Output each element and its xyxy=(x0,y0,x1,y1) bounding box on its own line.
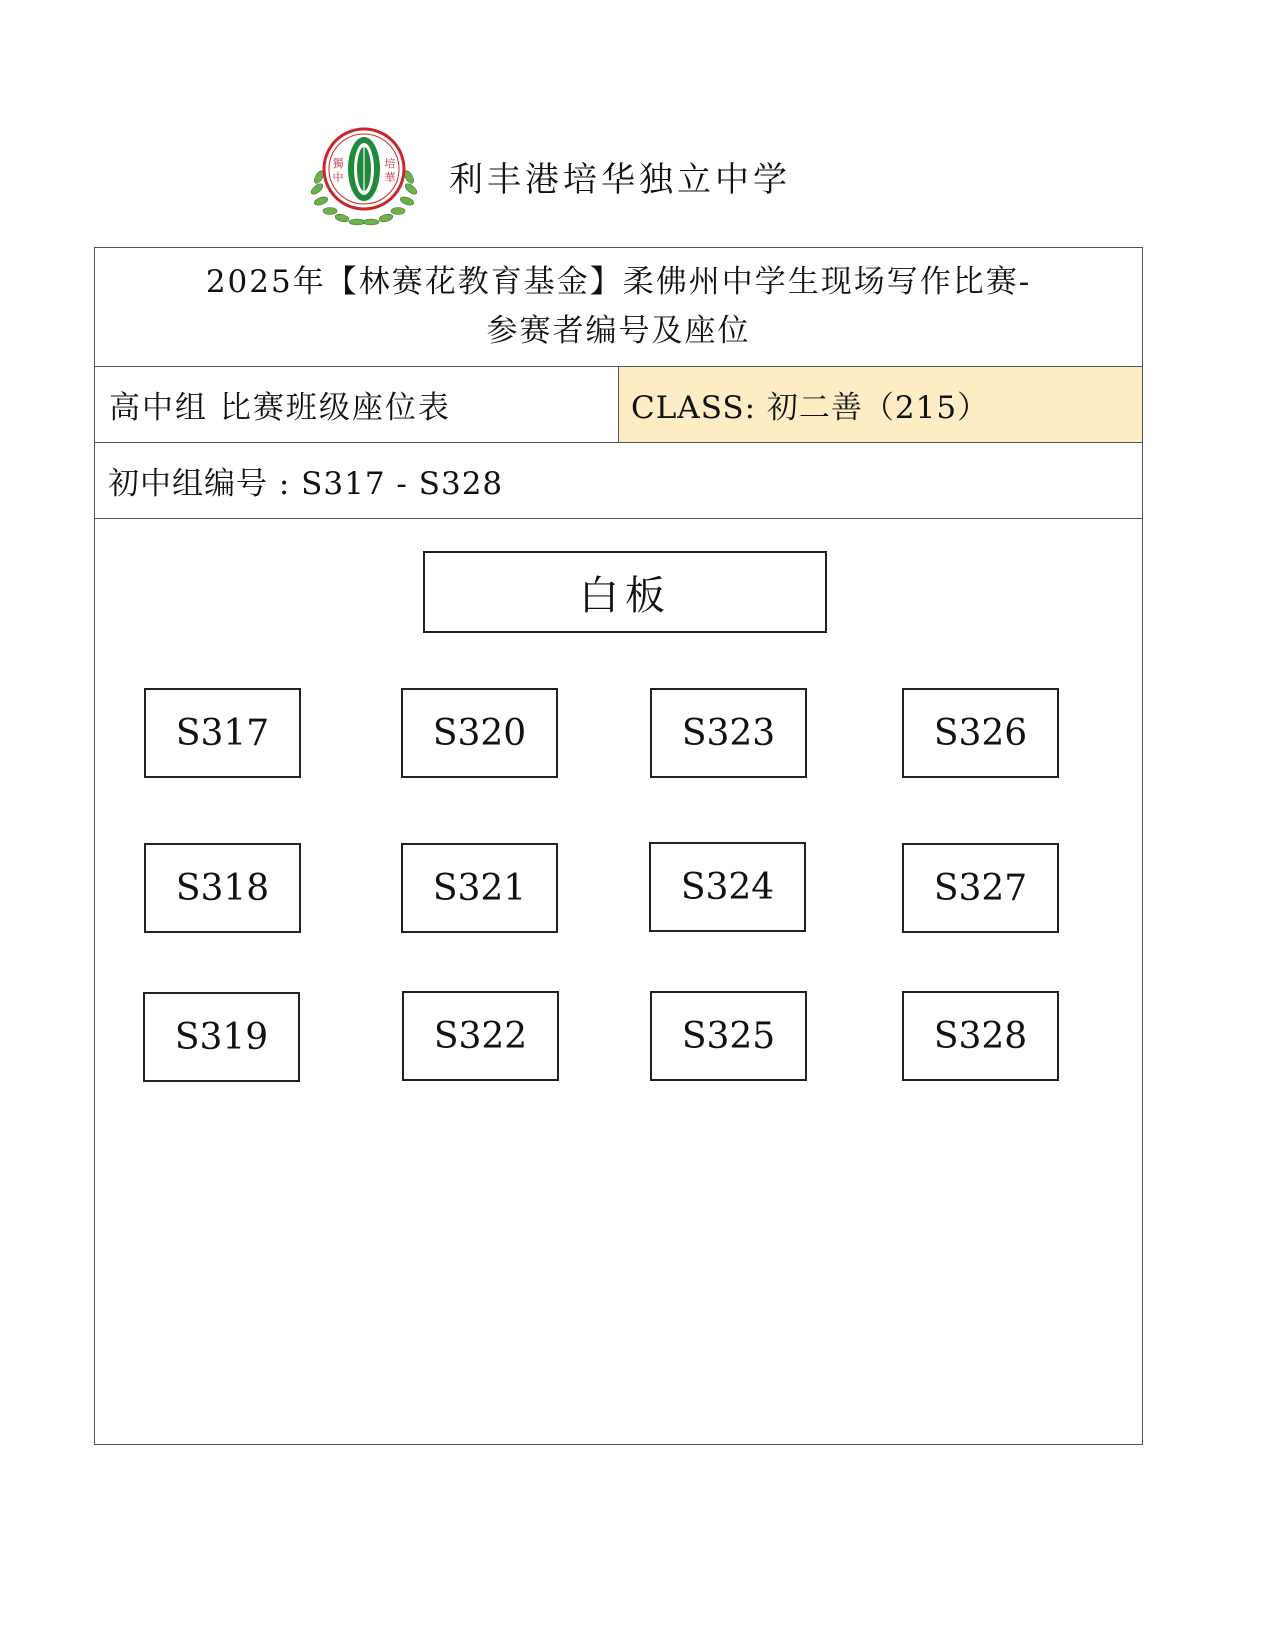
class-label: CLASS: 初二善（215） xyxy=(619,367,1142,442)
title-line-1: 2025年【林赛花教育基金】柔佛州中学生现场写作比赛- xyxy=(205,264,1032,300)
school-header xyxy=(305,125,791,227)
svg-text:培: 培 xyxy=(384,157,396,170)
title-line-2: 参赛者编号及座位 xyxy=(486,313,751,349)
seat-box: S324 xyxy=(649,842,806,932)
seat-box: S327 xyxy=(902,843,1059,933)
svg-text:獨: 獨 xyxy=(332,157,344,170)
svg-text:華: 華 xyxy=(384,171,396,184)
seat-box: S318 xyxy=(144,843,301,933)
class-row xyxy=(95,367,1142,443)
seat-box: S326 xyxy=(902,688,1059,778)
school-logo-icon xyxy=(305,125,423,227)
seat-box: S321 xyxy=(401,843,558,933)
number-range: 初中组编号 : S317 - S328 xyxy=(95,443,1142,519)
seat-box: S323 xyxy=(650,688,807,778)
seating-sheet xyxy=(94,247,1143,1445)
seat-box: S328 xyxy=(902,991,1059,1081)
svg-text:中: 中 xyxy=(332,171,344,184)
title-row xyxy=(95,248,1142,367)
seat-box: S325 xyxy=(650,991,807,1081)
school-name: 利丰港培华独立中学 xyxy=(449,159,791,200)
seat-box: S322 xyxy=(402,991,559,1081)
seat-box: S317 xyxy=(144,688,301,778)
seat-box: S320 xyxy=(401,688,558,778)
seat-box: S319 xyxy=(143,992,300,1082)
whiteboard: 白板 xyxy=(423,551,827,633)
group-label: 高中组 比赛班级座位表 xyxy=(95,367,619,442)
